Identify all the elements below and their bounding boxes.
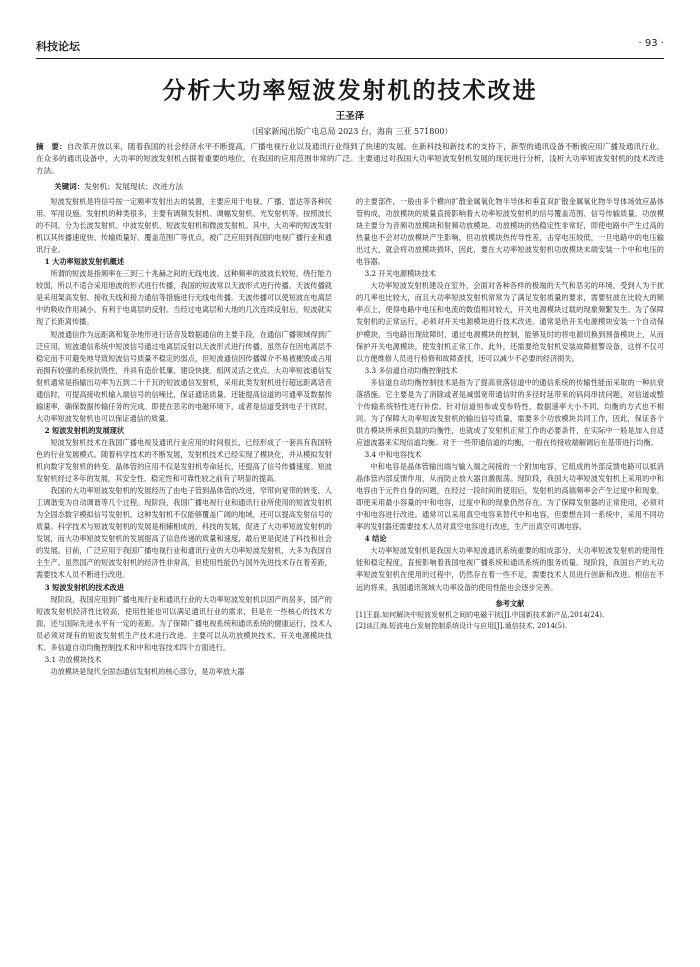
paragraph: 大功率短波发射机是我国大功率短波通讯系统重要的组成部分，大功率短波发射机的使用性能和稳定程度，直接影响着我国电视广播系统和通讯系统的服务质量。现阶段，我国自产的大功率短波发射机在使用的过程中，仍然存在着一些不足，需要技术人员进行创新和改进。相信在不远的将来，我国通讯领域大功率设备的使用性能也会逐步完善。	[356, 546, 664, 592]
abstract-label: 摘 要：	[36, 142, 67, 151]
keywords	[54, 181, 664, 193]
reference-item: [2]谈江海.短波电台发射控制系统设计与应用[J].通信技术, 2014(5).	[356, 622, 568, 631]
subsection-heading: 3.2 开关电源模块技术	[364, 269, 436, 279]
page-number: · 93 ·	[638, 38, 664, 49]
paragraph: 功放模块是现代全固态通信发射机的核心部分，是功率放大器	[50, 666, 245, 676]
section-heading: 2 短波发射机的发展现状	[44, 425, 125, 435]
author-affiliation: （国家新闻出版广电总局 2023 台，海南 三亚 571800）	[247, 127, 453, 136]
header-rule	[36, 58, 664, 59]
subsection-heading: 3.4 中和电容技术	[364, 449, 422, 459]
paragraph: 我国的大功率短波发射机的发展经历了由电子管到晶体管的改进，窄带向宽带的转变，人工调谐变为自动调谐等几个过程。现阶段，我国广播电视行业和通讯行业所使用的短波发射机为全固态数字模拟信号发射机，这种发射机不仅能够覆盖广阔的地域，还可以提高发射信号的质量。科学技术与短波发射机的发展是相辅相成的，科技的发展，促进了大功率短波发射机的发展，而大功率短波发射机的发展提高了信息传递的质量和速度，最后更是促进了科技和社会的发展。目前，广泛应用于我国广播电视行业和通讯行业的大功率短波发射机，大多为我国自主生产。虽然国产的短波发射机的经济性非常高，但使用性能仍与国外先进技术存在着差距，需要技术人员不断进行改进。	[36, 486, 332, 580]
paragraph: 中和电容是晶体管输出端与输入端之间接的一个附加电容，它组成的外部反馈电路可以抵消晶体管内部反馈作用，从而防止放大器自激振荡。现阶段，我国大功率短波发射机上采用的中和电容由于元件自身的问题，在经过一段时间的使用后，发射机的高端频率会产生过度中和现象，即使采用最小容量的中和电容，过度中和的现象仍然存在。为了保障发射器的正常使用，必须对中和电容进行改进。通常可以采用真空电容来替代中和电容，但要想在同一系统中，采用不同功率的发射器还需要技术人员对真空电容进行改进，生产出真空可调电容。	[356, 462, 664, 532]
keywords-label: 关键词：	[54, 182, 85, 191]
subsection-heading: 3.3 多信道自动均衡控制技术	[364, 365, 458, 375]
right-column	[356, 196, 664, 633]
left-column	[36, 196, 332, 678]
paragraph-continued: 的主要部件，一般由多个横向扩散金属氧化物半导体和垂直双扩散金属氧化物半导体场效应晶体管构成，功放模块的质量直接影响着大功率短波发射机的信号覆盖范围、信号传输质量。功放模块主要分为音频功放模块和射频功放模块。功放模块的热稳定性非常好，即使电路中产生过高的热量也不会对功放模块产生影响，但功放模块热传导性差，击穿电压较低，一旦电路中的电压输出过大，就会将功放模块损坏，因此，要在大功率短波发射机功放模块末端安装一个中和电压的电容器。	[356, 197, 664, 267]
paragraph: 现阶段，我国应用到广播电视行业和通讯行业的大功率短波发射机以国产的居多，国产的短波发射机经济性比较高，使用性能也可以满足通讯行业的需求，但是在一些核心的技术方面，还与国际先进水平有一定的差距。为了保障广播电视系统和通讯系统的健康运行，技术人员必须对现有的短波发射机生产技术进行改进。主要可以从功放模块技术、开关电源模块技术、多信道自动均衡控制技术和中和电容技术四个方面进行。	[36, 594, 332, 652]
journal-section-label: 科技论坛	[36, 40, 80, 53]
section-heading: 1 大功率短波发射机概述	[44, 257, 125, 267]
running-header	[36, 38, 664, 58]
abstract	[36, 141, 664, 178]
author-name: 王圣泽	[335, 111, 365, 122]
paragraph: 多信道自动均衡控制技术是指为了提高衰落信道中的通信系统的传输性能而采取的一种抗衰落措施。它主要是为了消除或者是减弱宽带通信时的多径时延带来的码间串扰问题，对信道或整个传输系统特性进行补偿。针对信道恒参或变参特性，数据速率大小不同，均衡的方式也不相同。为了保障大功率短波发射机的输出信号质量，需要多个功放模块共同工作，因此，保证各个供方模块所承担负载的均衡性，也就成了发射机正常工作的必要条件，在实际中一般是加入自适应滤波器来实现信道均衡。对于一些带通信道的均衡，一般在传接收端解调后在基带进行均衡。	[356, 377, 664, 447]
reference-item: [1]王磊.如何解决中短波发射机之间的电磁干扰[J].中国新技术新产品,2014(24).	[356, 610, 605, 619]
subsection-heading: 3.1 功放模块技术	[44, 654, 102, 664]
paragraph: 短波通信作为远距离和复杂地形进行话音及数据通信的主要手段，在通信广播领域得到广泛应用。短波通信系统中短波信号通过电离层反射以天波形式进行传播，虽然存在因电离层不稳定而不可避免地导致短波信号质量不稳定的弱点，但短波通信因传播媒介不易被摧毁或占用而拥有较强的系统抗毁性，并具有造价低廉、建设快捷、组网灵活之优点。大功率短波通信发射机通常是指输出功率为五到二十千瓦的短波通信发射机，采用此类发射机进行超远距离话音通信时，可提高接收机输入端信号的信噪比，保证通话质量。还能提高信道的可通率及数据传输速率，确保数据传输任务的完成。即使在恶劣的电磁环境下，或者是信道受到电子干扰时，大功率短波发射机也可以保证通信的质量。	[36, 329, 332, 423]
section-heading: 3 短波发射机的技术改进	[44, 582, 125, 592]
references-heading: 参考文献	[495, 598, 525, 608]
paragraph: 短波发射机技术在我国广播电视及通讯行业应用的时间很长，已经形成了一套具有我国特色的行业发展模式。随着科学技术的不断发展，发射机技术已经实现了模块化，并从模拟发射机向数字发射机的转变。晶体管的应用不仅是发射机寿命延长，还提高了信号传播速度。短波发射机经过多年的发展，其安全性、稳定性和可靠性较之前有了明显的提高。	[36, 437, 332, 484]
article-title: 分析大功率短波发射机的技术改进	[162, 78, 538, 104]
section-heading: 4 结论	[364, 534, 387, 544]
keywords-text: 发射机；发展现状；改进方法	[84, 182, 184, 191]
paragraph: 所谓的短波是指频率在三到三十兆赫之间的无线电波。这种频率的波波长较短，绕行能力较弱，所以不适合采用地波的形式进行传播，我国的短波常以天波形式进行传播。天波传播就是采用架高发射、接收天线和接力通信等措施进行无线电传播。天波传播可以使短波在电离层中的吸收作用减小，有利于电离层的反射。当经过电离层和大地的几次连续反射后，短波就实现了长距离传播。	[36, 269, 332, 327]
paragraph: 短波发射机是将信号按一定频率发射出去的装置，主要应用于电视、广播、雷达等各种民用、军用设施。发射机的种类很多，主要有调频发射机、调幅发射机、光发射机等。按照波长的不同，分为长波发射机、中波发射机、短波发射机和微波发射机。其中，大功率的短波发射机以其传播速度快、传输质量好、覆盖范围广等优点，被广泛应用到我国的电视广播行业和通讯行业。	[36, 197, 332, 255]
abstract-text: 自改革开放以来，随着我国的社会经济水平不断提高，广播电视行业以及通讯行业得到了快速的发展。在新科技和新技术的支持下，新型的通讯设备不断被应用广播及通讯行业。在众多的通讯设备中，大功率的短波发射机占据着重要的地位，在我国的应用范围非常的广泛。主要通过对我国大功率短波发射机发展的现状进行分析，浅析大功率短波发射机的技术改进方法。	[36, 142, 664, 176]
paragraph: 大功率短波发射机建设在室外，会面对各种各样的极端的天气和恶劣的环境，受到人为干扰的几率也比较大，而且大功率短波发射机常常为了满足发射质量的要求，需要驻波在比较大的频率点上，使得电路中电压和电流的数值相对较大，开关电源模块过载的现象频繁发生。为了保障发射机的正常运行，必须对开关电源模块进行技术改进。通常是给开关电源模块安装一个自动保护模块，当电路出现故障时，通过电源模块的控制，能够及时的将电源切换到预备模块上，从而保护开关电源模块，使发射机正常工作。此外，还需要给发射机安装故障报警设备，这样不仅可以方便维修人员进行检修和故障查找，还可以减少不必要的经济损失。	[356, 281, 664, 363]
